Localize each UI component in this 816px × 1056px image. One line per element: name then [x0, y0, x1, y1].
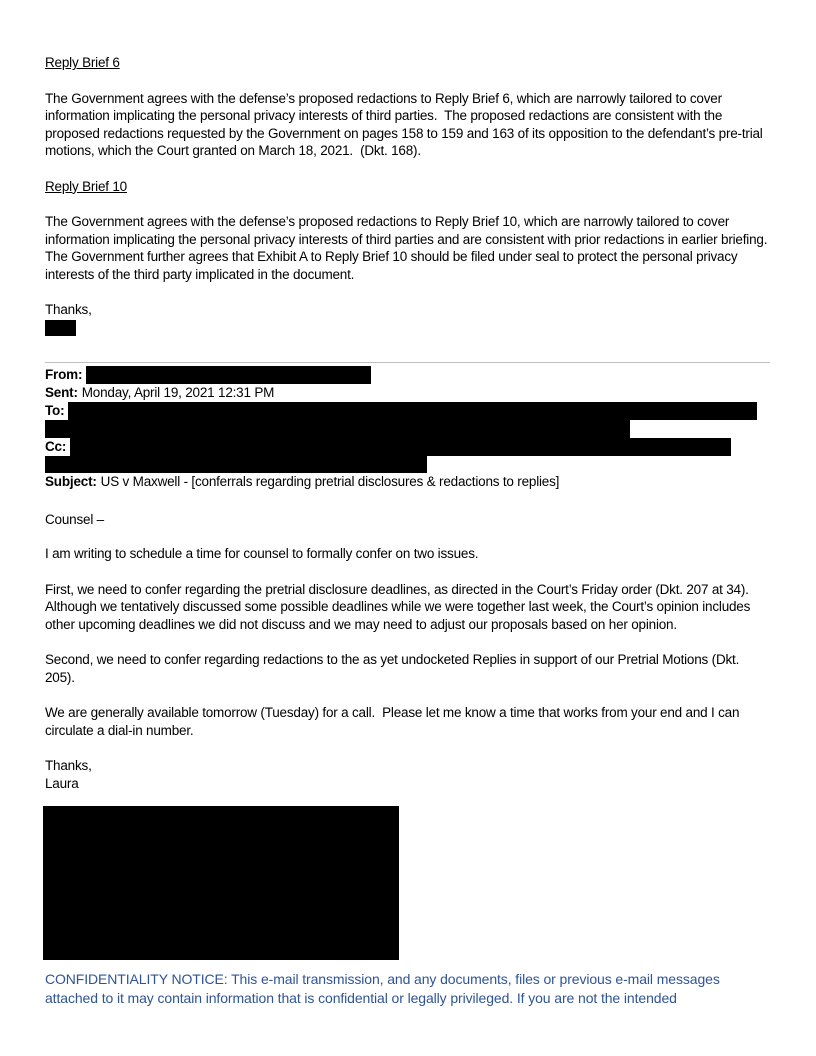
- cc-label: Cc:: [45, 438, 67, 454]
- reply-brief-10-heading: Reply Brief 10: [45, 178, 127, 194]
- reply-brief-10-paragraph: The Government agrees with the defense’s proposed redactions to Reply Brief 10, which are narrowly tailored to cover information implicating the personal privacy interests of third parties and are consistent with prior redactions in earlier briefing. The Government further agrees that Exhibit A to Reply Brief 10 should be filed under seal to protect the personal privacy interests of the third party implicated in the document.: [45, 214, 775, 282]
- redacted-from-value: [86, 366, 371, 384]
- redacted-signature-block: [43, 806, 399, 960]
- quoted-email-header: [45, 362, 770, 491]
- subject-value: US v Maxwell - [conferrals regarding pretrial disclosures & redactions to replies]: [100, 473, 560, 489]
- cc-row: [45, 438, 770, 456]
- email-paragraph-availability: We are generally available tomorrow (Tuesday) for a call. Please let me know a time that works from your end and I can circulate a dial-in number.: [45, 705, 743, 738]
- from-row: [45, 366, 770, 384]
- email-paragraph-intro: I am writing to schedule a time for counsel to formally confer on two issues.: [45, 546, 479, 561]
- redacted-to-value-line1: [68, 402, 757, 420]
- subject-row: [45, 473, 770, 491]
- sent-row: [45, 384, 770, 402]
- confidentiality-notice: CONFIDENTIALITY NOTICE: This e-mail transmission, and any documents, files or previous e-mail messages attached to it may contain information that is confidential or legally privileged. If you are not the intended: [45, 971, 724, 1006]
- to-label: To:: [45, 402, 65, 418]
- reply-brief-6-paragraph: The Government agrees with the defense’s proposed redactions to Reply Brief 6, which are narrowly tailored to cover information implicating the personal privacy interests of third parties. The proposed redactions are consistent with the proposed redactions requested by the Government on pages 158 to 159 and 163 of its opposition to the defendant’s pre-trial motions, which the Court granted on March 18, 2021. (Dkt. 168).: [45, 90, 767, 158]
- redacted-cc-value-line2: [45, 456, 427, 473]
- redacted-to-value-line2: [45, 420, 630, 438]
- sent-value: Monday, April 19, 2021 12:31 PM: [81, 384, 275, 400]
- to-row: [45, 402, 770, 420]
- email-paragraph-first-issue: First, we need to confer regarding the pretrial disclosure deadlines, as directed in the Court’s Friday order (Dkt. 207 at 34). Although we tentatively discussed some possible deadlines while we were together last week, the Court’s opinion includes other upcoming deadlines we did not discuss and we may need to adjust our proposals based on her opinion.: [45, 581, 756, 632]
- from-label: From:: [45, 366, 83, 382]
- sent-label: Sent:: [45, 384, 78, 400]
- reply-brief-6-heading: Reply Brief 6: [45, 55, 120, 70]
- reply-closing-thanks: Thanks,: [45, 302, 92, 317]
- quoted-closing-thanks: Thanks,: [45, 758, 92, 773]
- email-paragraph-second-issue: Second, we need to confer regarding redactions to the as yet undocketed Replies in support of our Pretrial Motions (Dkt. 205).: [45, 652, 743, 685]
- salutation: Counsel –: [45, 511, 104, 527]
- signature-name: Laura: [45, 775, 79, 791]
- subject-label: Subject:: [45, 473, 97, 489]
- redacted-sender-name: [45, 320, 76, 336]
- redacted-cc-value-line1: [70, 438, 731, 456]
